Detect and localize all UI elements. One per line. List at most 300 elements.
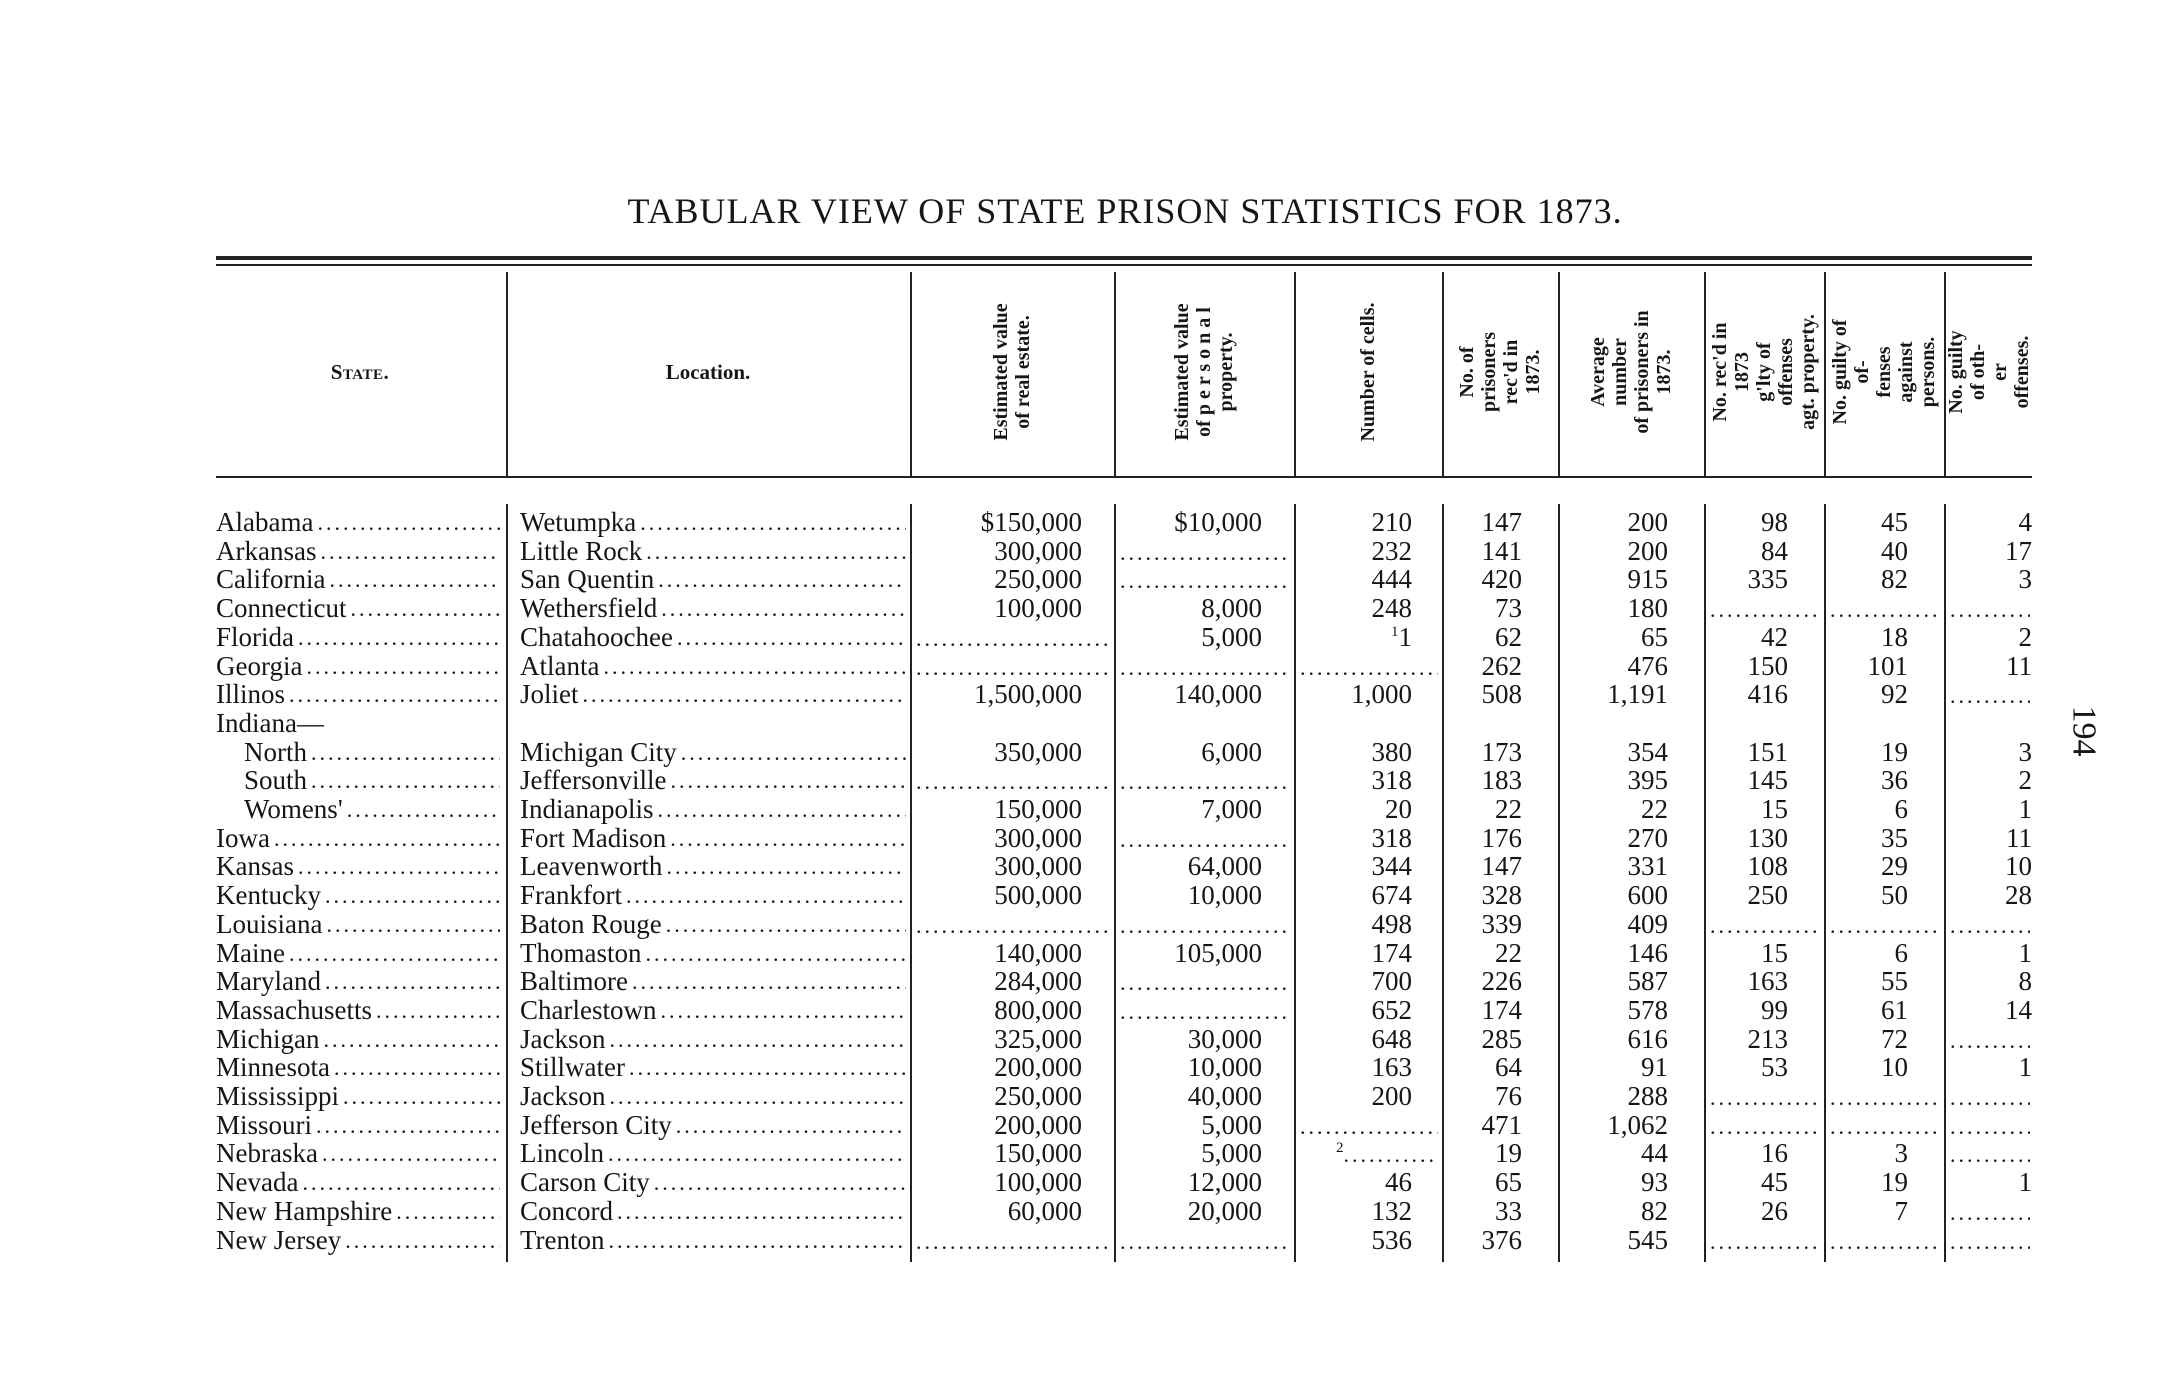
other-offenses-value: 1 xyxy=(2018,795,2032,824)
other-offenses-value: 1 xyxy=(2018,938,2032,968)
state-cell xyxy=(216,910,500,939)
footnote-marker: 2 xyxy=(1336,1140,1344,1157)
property-offenses-value: 45 xyxy=(1761,1168,1788,1198)
empty-leader-dots xyxy=(1120,910,1290,939)
location-cell xyxy=(520,881,906,910)
location-name: Chatahoochee xyxy=(520,622,673,652)
state-name: Georgia xyxy=(216,651,303,681)
empty-leader-dots xyxy=(1710,1082,1820,1111)
column-header-location xyxy=(508,272,908,472)
empty-leader-dots xyxy=(1120,652,1290,681)
empty-leader-dots xyxy=(1710,910,1820,939)
footnote-marker: 1 xyxy=(1391,623,1399,640)
real-estate-value: 300,000 xyxy=(994,536,1082,566)
state-name: Kentucky xyxy=(216,881,321,911)
state-name: Nebraska xyxy=(216,1139,318,1169)
cells-value: 200 xyxy=(1371,1082,1412,1111)
personal-property-value: 6,000 xyxy=(1201,737,1262,767)
real-estate-value: 250,000 xyxy=(994,565,1082,595)
state-name: Indiana— xyxy=(216,708,324,738)
average-value: 288 xyxy=(1627,1082,1668,1111)
table-row xyxy=(0,910,2184,939)
state-cell xyxy=(216,852,500,881)
location-name: Jackson xyxy=(520,1024,606,1054)
person-offenses-value: 18 xyxy=(1881,622,1908,652)
location-name: Stillwater xyxy=(520,1053,625,1083)
empty-leader-dots xyxy=(1120,565,1290,594)
empty-leader-dots xyxy=(916,623,1110,652)
table-row xyxy=(0,766,2184,795)
person-offenses-value: 82 xyxy=(1881,565,1908,595)
property-offenses-value: 99 xyxy=(1761,995,1788,1025)
real-estate-value: 250,000 xyxy=(994,1082,1082,1111)
person-offenses-value: 6 xyxy=(1894,938,1908,968)
location-cell xyxy=(520,1053,906,1082)
property-offenses-value: 130 xyxy=(1747,823,1788,853)
received-value: 226 xyxy=(1481,967,1522,997)
received-value: 19 xyxy=(1495,1139,1522,1169)
received-value: 73 xyxy=(1495,594,1522,624)
table-row xyxy=(0,1168,2184,1197)
table-row xyxy=(0,508,2184,537)
location-cell xyxy=(520,852,906,881)
location-name: Wethersfield xyxy=(520,594,658,624)
other-offenses-value: 1 xyxy=(2018,1168,2032,1198)
empty-leader-dots xyxy=(1830,1226,1940,1255)
column-header-label: Estimated value of p e r s o n a l property. xyxy=(1171,303,1237,441)
personal-property-value: 12,000 xyxy=(1187,1168,1262,1198)
state-cell xyxy=(216,537,500,566)
location-cell xyxy=(520,565,906,594)
received-value: 508 xyxy=(1481,680,1522,710)
column-header-label: Location. xyxy=(665,359,751,384)
cells-value: 1,000 xyxy=(1351,680,1412,710)
column-header-state xyxy=(216,272,504,472)
location-name: Thomaston xyxy=(520,938,642,968)
location-cell xyxy=(520,795,906,824)
state-cell xyxy=(216,680,500,709)
average-value: 200 xyxy=(1627,508,1668,537)
empty-leader-dots xyxy=(1950,910,2030,939)
personal-property-value: 5,000 xyxy=(1201,1139,1262,1169)
location-name: Joliet xyxy=(520,680,579,710)
average-value: 545 xyxy=(1627,1225,1668,1255)
table-row xyxy=(0,738,2184,767)
person-offenses-value: 40 xyxy=(1881,536,1908,566)
received-value: 183 xyxy=(1481,766,1522,796)
column-header-personal-property xyxy=(1116,272,1292,472)
state-name: Mississippi xyxy=(216,1082,340,1111)
received-value: 147 xyxy=(1481,508,1522,537)
table-row xyxy=(0,852,2184,881)
personal-property-value: 8,000 xyxy=(1201,594,1262,624)
average-value: 476 xyxy=(1627,651,1668,681)
person-offenses-value: 61 xyxy=(1881,995,1908,1025)
state-cell xyxy=(216,881,500,910)
real-estate-value: 300,000 xyxy=(994,823,1082,853)
table-row xyxy=(0,1226,2184,1255)
person-offenses-value: 36 xyxy=(1881,766,1908,796)
page-title: TABULAR VIEW OF STATE PRISON STATISTICS FOR 1873. xyxy=(627,191,1623,231)
empty-leader-dots xyxy=(1830,910,1940,939)
state-name: Iowa xyxy=(216,823,270,853)
property-offenses-value: 163 xyxy=(1747,967,1788,997)
location-cell xyxy=(520,1025,906,1054)
received-value: 22 xyxy=(1495,938,1522,968)
property-offenses-value: 98 xyxy=(1761,508,1788,537)
real-estate-value: 100,000 xyxy=(994,1168,1082,1198)
person-offenses-value: 45 xyxy=(1881,508,1908,537)
person-offenses-value: 19 xyxy=(1881,1168,1908,1198)
other-offenses-value: 3 xyxy=(2018,737,2032,767)
table-row xyxy=(0,1111,2184,1140)
cells-value: 163 xyxy=(1371,1053,1412,1083)
personal-property-value: 5,000 xyxy=(1201,622,1262,652)
location-cell xyxy=(520,594,906,623)
person-offenses-value: 72 xyxy=(1881,1024,1908,1054)
location-name: San Quentin xyxy=(520,565,655,595)
average-value: 65 xyxy=(1641,622,1668,652)
property-offenses-value: 108 xyxy=(1747,852,1788,882)
cells-value: 536 xyxy=(1371,1225,1412,1255)
location-name: Trenton xyxy=(520,1225,605,1255)
state-cell xyxy=(244,738,500,767)
location-name: Jeffersonville xyxy=(520,766,667,796)
column-header-label: No. rec'd in 1873 g'lty of offenses agt. property. xyxy=(1709,314,1819,430)
average-value: 82 xyxy=(1641,1196,1668,1226)
state-cell xyxy=(216,1139,500,1168)
received-value: 65 xyxy=(1495,1168,1522,1198)
empty-leader-dots xyxy=(916,910,1110,939)
person-offenses-value: 10 xyxy=(1881,1053,1908,1083)
location-name: Fort Madison xyxy=(520,823,667,853)
location-cell xyxy=(520,1197,906,1226)
column-header-label: No. of prisoners rec'd in 1873. xyxy=(1456,332,1544,412)
state-cell xyxy=(216,1168,500,1197)
other-offenses-value: 28 xyxy=(2005,881,2032,911)
location-name: Baltimore xyxy=(520,967,628,997)
state-cell xyxy=(216,709,500,738)
average-value: 1,191 xyxy=(1607,680,1668,710)
location-name: Little Rock xyxy=(520,536,643,566)
state-cell xyxy=(216,1111,500,1140)
person-offenses-value: 50 xyxy=(1881,881,1908,911)
state-cell xyxy=(216,1025,500,1054)
received-value: 64 xyxy=(1495,1053,1522,1083)
header-bottom-rule xyxy=(216,476,2032,478)
cells-value: 444 xyxy=(1371,565,1412,595)
real-estate-value: 500,000 xyxy=(994,881,1082,911)
real-estate-value: 284,000 xyxy=(994,967,1082,997)
average-value: 578 xyxy=(1627,995,1668,1025)
property-offenses-value: 53 xyxy=(1761,1053,1788,1083)
empty-leader-dots xyxy=(1300,652,1438,681)
cells-value: 46 xyxy=(1385,1168,1412,1198)
cells-value: 248 xyxy=(1371,594,1412,624)
empty-leader-dots xyxy=(1710,1226,1820,1255)
state-name: Arkansas xyxy=(216,536,317,566)
average-value: 600 xyxy=(1627,881,1668,911)
empty-leader-dots xyxy=(1950,1139,2030,1168)
location-name: Baton Rouge xyxy=(520,909,662,939)
cells-value: 174 xyxy=(1371,938,1412,968)
property-offenses-value: 15 xyxy=(1761,938,1788,968)
received-value: 176 xyxy=(1481,823,1522,853)
empty-leader-dots xyxy=(1950,1197,2030,1226)
personal-property-value: 64,000 xyxy=(1187,852,1262,882)
location-cell xyxy=(520,824,906,853)
property-offenses-value: 26 xyxy=(1761,1196,1788,1226)
location-name: Lincoln xyxy=(520,1139,604,1169)
empty-leader-dots xyxy=(1120,1226,1290,1255)
location-name: Carson City xyxy=(520,1168,650,1198)
column-header-label: No. guilty of oth- er offenses. xyxy=(1945,330,2033,414)
empty-leader-dots xyxy=(1830,594,1940,623)
personal-property-value: 20,000 xyxy=(1187,1196,1262,1226)
average-value: 91 xyxy=(1641,1053,1668,1083)
real-estate-value: 325,000 xyxy=(994,1024,1082,1054)
personal-property-value: 7,000 xyxy=(1201,795,1262,824)
real-estate-value: $150,000 xyxy=(980,508,1082,537)
location-cell xyxy=(520,537,906,566)
other-offenses-value: 2 xyxy=(2018,622,2032,652)
location-cell xyxy=(520,967,906,996)
table-row xyxy=(0,996,2184,1025)
table-row xyxy=(0,537,2184,566)
property-offenses-value: 16 xyxy=(1761,1139,1788,1169)
empty-leader-dots xyxy=(1950,680,2030,709)
real-estate-value: 300,000 xyxy=(994,852,1082,882)
location-cell xyxy=(520,939,906,968)
table-row xyxy=(0,680,2184,709)
property-offenses-value: 150 xyxy=(1747,651,1788,681)
received-value: 141 xyxy=(1481,536,1522,566)
average-value: 409 xyxy=(1627,909,1668,939)
cells-value: 132 xyxy=(1371,1196,1412,1226)
person-offenses-value: 6 xyxy=(1894,795,1908,824)
state-cell xyxy=(216,594,500,623)
state-name: New Jersey xyxy=(216,1225,342,1255)
empty-leader-dots xyxy=(1120,996,1290,1025)
column-header-label: No. guilty of of- fenses against persons. xyxy=(1829,319,1939,425)
person-offenses-value: 3 xyxy=(1894,1139,1908,1169)
received-value: 22 xyxy=(1495,795,1522,824)
cells-value: 700 xyxy=(1371,967,1412,997)
state-name: Illinos xyxy=(216,680,286,710)
cells-value: 652 xyxy=(1371,995,1412,1025)
state-name: Womens' xyxy=(244,795,343,824)
property-offenses-value: 250 xyxy=(1747,881,1788,911)
personal-property-value: 105,000 xyxy=(1174,938,1262,968)
location-cell xyxy=(520,623,906,652)
empty-leader-dots xyxy=(1830,1082,1940,1111)
state-cell xyxy=(216,623,500,652)
property-offenses-value: 15 xyxy=(1761,795,1788,824)
table-row xyxy=(0,1197,2184,1226)
person-offenses-value: 55 xyxy=(1881,967,1908,997)
header-rule-thin xyxy=(216,264,2032,266)
empty-leader-dots xyxy=(1830,1111,1940,1140)
received-value: 33 xyxy=(1495,1196,1522,1226)
personal-property-value: 10,000 xyxy=(1187,881,1262,911)
cells-value: 344 xyxy=(1371,852,1412,882)
real-estate-value: 800,000 xyxy=(994,995,1082,1025)
average-value: 270 xyxy=(1627,823,1668,853)
state-name: California xyxy=(216,565,326,595)
received-value: 328 xyxy=(1481,881,1522,911)
location-cell xyxy=(520,1139,906,1168)
state-name: Minnesota xyxy=(216,1053,330,1083)
location-name: Jackson xyxy=(520,1082,606,1111)
table-row xyxy=(0,824,2184,853)
column-header-property-offenses xyxy=(1706,272,1822,472)
other-offenses-value: 17 xyxy=(2005,536,2032,566)
state-name: North xyxy=(244,737,307,767)
person-offenses-value: 92 xyxy=(1881,680,1908,710)
column-header-cells xyxy=(1296,272,1440,472)
column-header-label: Number of cells. xyxy=(1357,302,1379,442)
location-cell xyxy=(520,910,906,939)
location-name: Charlestown xyxy=(520,995,657,1025)
other-offenses-value: 3 xyxy=(2018,565,2032,595)
average-value: 200 xyxy=(1627,536,1668,566)
cells-value: 232 xyxy=(1371,536,1412,566)
table-row xyxy=(0,709,2184,738)
empty-leader-dots xyxy=(1950,1025,2030,1054)
page-number: 194 xyxy=(2065,705,2103,757)
received-value: 147 xyxy=(1481,852,1522,882)
received-value: 420 xyxy=(1481,565,1522,595)
real-estate-value: 200,000 xyxy=(994,1110,1082,1140)
received-value: 76 xyxy=(1495,1082,1522,1111)
real-estate-value: 140,000 xyxy=(994,938,1082,968)
location-cell xyxy=(520,1082,906,1111)
property-offenses-value: 335 xyxy=(1747,565,1788,595)
state-name: Missouri xyxy=(216,1110,313,1140)
state-name: Florida xyxy=(216,622,294,652)
other-offenses-value: 1 xyxy=(2018,1053,2032,1083)
empty-leader-dots xyxy=(1300,1139,1438,1168)
cells-value: 318 xyxy=(1371,766,1412,796)
cells-value: 318 xyxy=(1371,823,1412,853)
column-header-received xyxy=(1444,272,1556,472)
property-offenses-value: 416 xyxy=(1747,680,1788,710)
property-offenses-value: 151 xyxy=(1747,737,1788,767)
state-cell xyxy=(216,1082,500,1111)
person-offenses-value: 35 xyxy=(1881,823,1908,853)
average-value: 354 xyxy=(1627,737,1668,767)
property-offenses-value: 213 xyxy=(1747,1024,1788,1054)
cells-value xyxy=(1296,623,1412,652)
average-value: 395 xyxy=(1627,766,1668,796)
header-rule-thick xyxy=(216,256,2032,260)
received-value: 285 xyxy=(1481,1024,1522,1054)
state-name: Maryland xyxy=(216,967,321,997)
column-header-average xyxy=(1560,272,1702,472)
state-cell xyxy=(216,967,500,996)
average-value: 93 xyxy=(1641,1168,1668,1198)
empty-leader-dots xyxy=(1950,1082,2030,1111)
average-value: 1,062 xyxy=(1607,1110,1668,1140)
location-cell xyxy=(520,652,906,681)
real-estate-value: 150,000 xyxy=(994,795,1082,824)
cells-value: 498 xyxy=(1371,909,1412,939)
state-cell xyxy=(216,1226,500,1255)
real-estate-value: 100,000 xyxy=(994,594,1082,624)
other-offenses-value: 8 xyxy=(2018,967,2032,997)
received-value: 376 xyxy=(1481,1225,1522,1255)
column-header-label: Estimated value of real estate. xyxy=(990,303,1034,441)
state-name: Louisiana xyxy=(216,909,323,939)
received-value: 471 xyxy=(1481,1110,1522,1140)
other-offenses-value: 11 xyxy=(2006,823,2032,853)
cells-value: 210 xyxy=(1371,508,1412,537)
state-name: Connecticut xyxy=(216,594,347,624)
location-cell xyxy=(520,738,906,767)
real-estate-value: 350,000 xyxy=(994,737,1082,767)
empty-leader-dots xyxy=(1120,824,1290,853)
other-offenses-value: 2 xyxy=(2018,766,2032,796)
person-offenses-value: 19 xyxy=(1881,737,1908,767)
average-value: 180 xyxy=(1627,594,1668,624)
personal-property-value: $10,000 xyxy=(1174,508,1262,537)
average-value: 915 xyxy=(1627,565,1668,595)
empty-leader-dots xyxy=(1120,766,1290,795)
state-cell xyxy=(216,652,500,681)
location-name: Michigan City xyxy=(520,737,677,767)
cells-value: 380 xyxy=(1371,737,1412,767)
location-cell xyxy=(520,1168,906,1197)
location-cell xyxy=(520,766,906,795)
state-cell xyxy=(216,1053,500,1082)
cells-value: 674 xyxy=(1371,881,1412,911)
column-header-label: Average number of prisoners in 1873. xyxy=(1587,310,1675,434)
received-value: 173 xyxy=(1481,737,1522,767)
location-name: Indianapolis xyxy=(520,795,654,824)
property-offenses-value: 42 xyxy=(1761,622,1788,652)
location-cell xyxy=(520,996,906,1025)
state-name: New Hampshire xyxy=(216,1196,393,1226)
received-value: 339 xyxy=(1481,909,1522,939)
state-name: Maine xyxy=(216,938,285,968)
average-value: 587 xyxy=(1627,967,1668,997)
location-name: Jefferson City xyxy=(520,1110,672,1140)
cells-value: 20 xyxy=(1385,795,1412,824)
empty-leader-dots xyxy=(1120,537,1290,566)
empty-leader-dots xyxy=(916,1226,1110,1255)
location-cell xyxy=(520,1111,906,1140)
state-name: Michigan xyxy=(216,1024,320,1054)
empty-leader-dots xyxy=(1950,594,2030,623)
empty-leader-dots xyxy=(916,652,1110,681)
average-value: 44 xyxy=(1641,1139,1668,1169)
person-offenses-value: 101 xyxy=(1867,651,1908,681)
table-row xyxy=(0,623,2184,652)
received-value: 262 xyxy=(1481,651,1522,681)
state-name: Kansas xyxy=(216,852,294,882)
table-row xyxy=(0,967,2184,996)
table-row xyxy=(0,565,2184,594)
location-name: Frankfort xyxy=(520,881,622,911)
state-cell xyxy=(216,824,500,853)
average-value: 616 xyxy=(1627,1024,1668,1054)
cells-value: 648 xyxy=(1371,1024,1412,1054)
table-row xyxy=(0,1082,2184,1111)
personal-property-value: 5,000 xyxy=(1201,1110,1262,1140)
location-name: Atlanta xyxy=(520,651,600,681)
real-estate-value: 150,000 xyxy=(994,1139,1082,1169)
empty-leader-dots xyxy=(1950,1226,2030,1255)
